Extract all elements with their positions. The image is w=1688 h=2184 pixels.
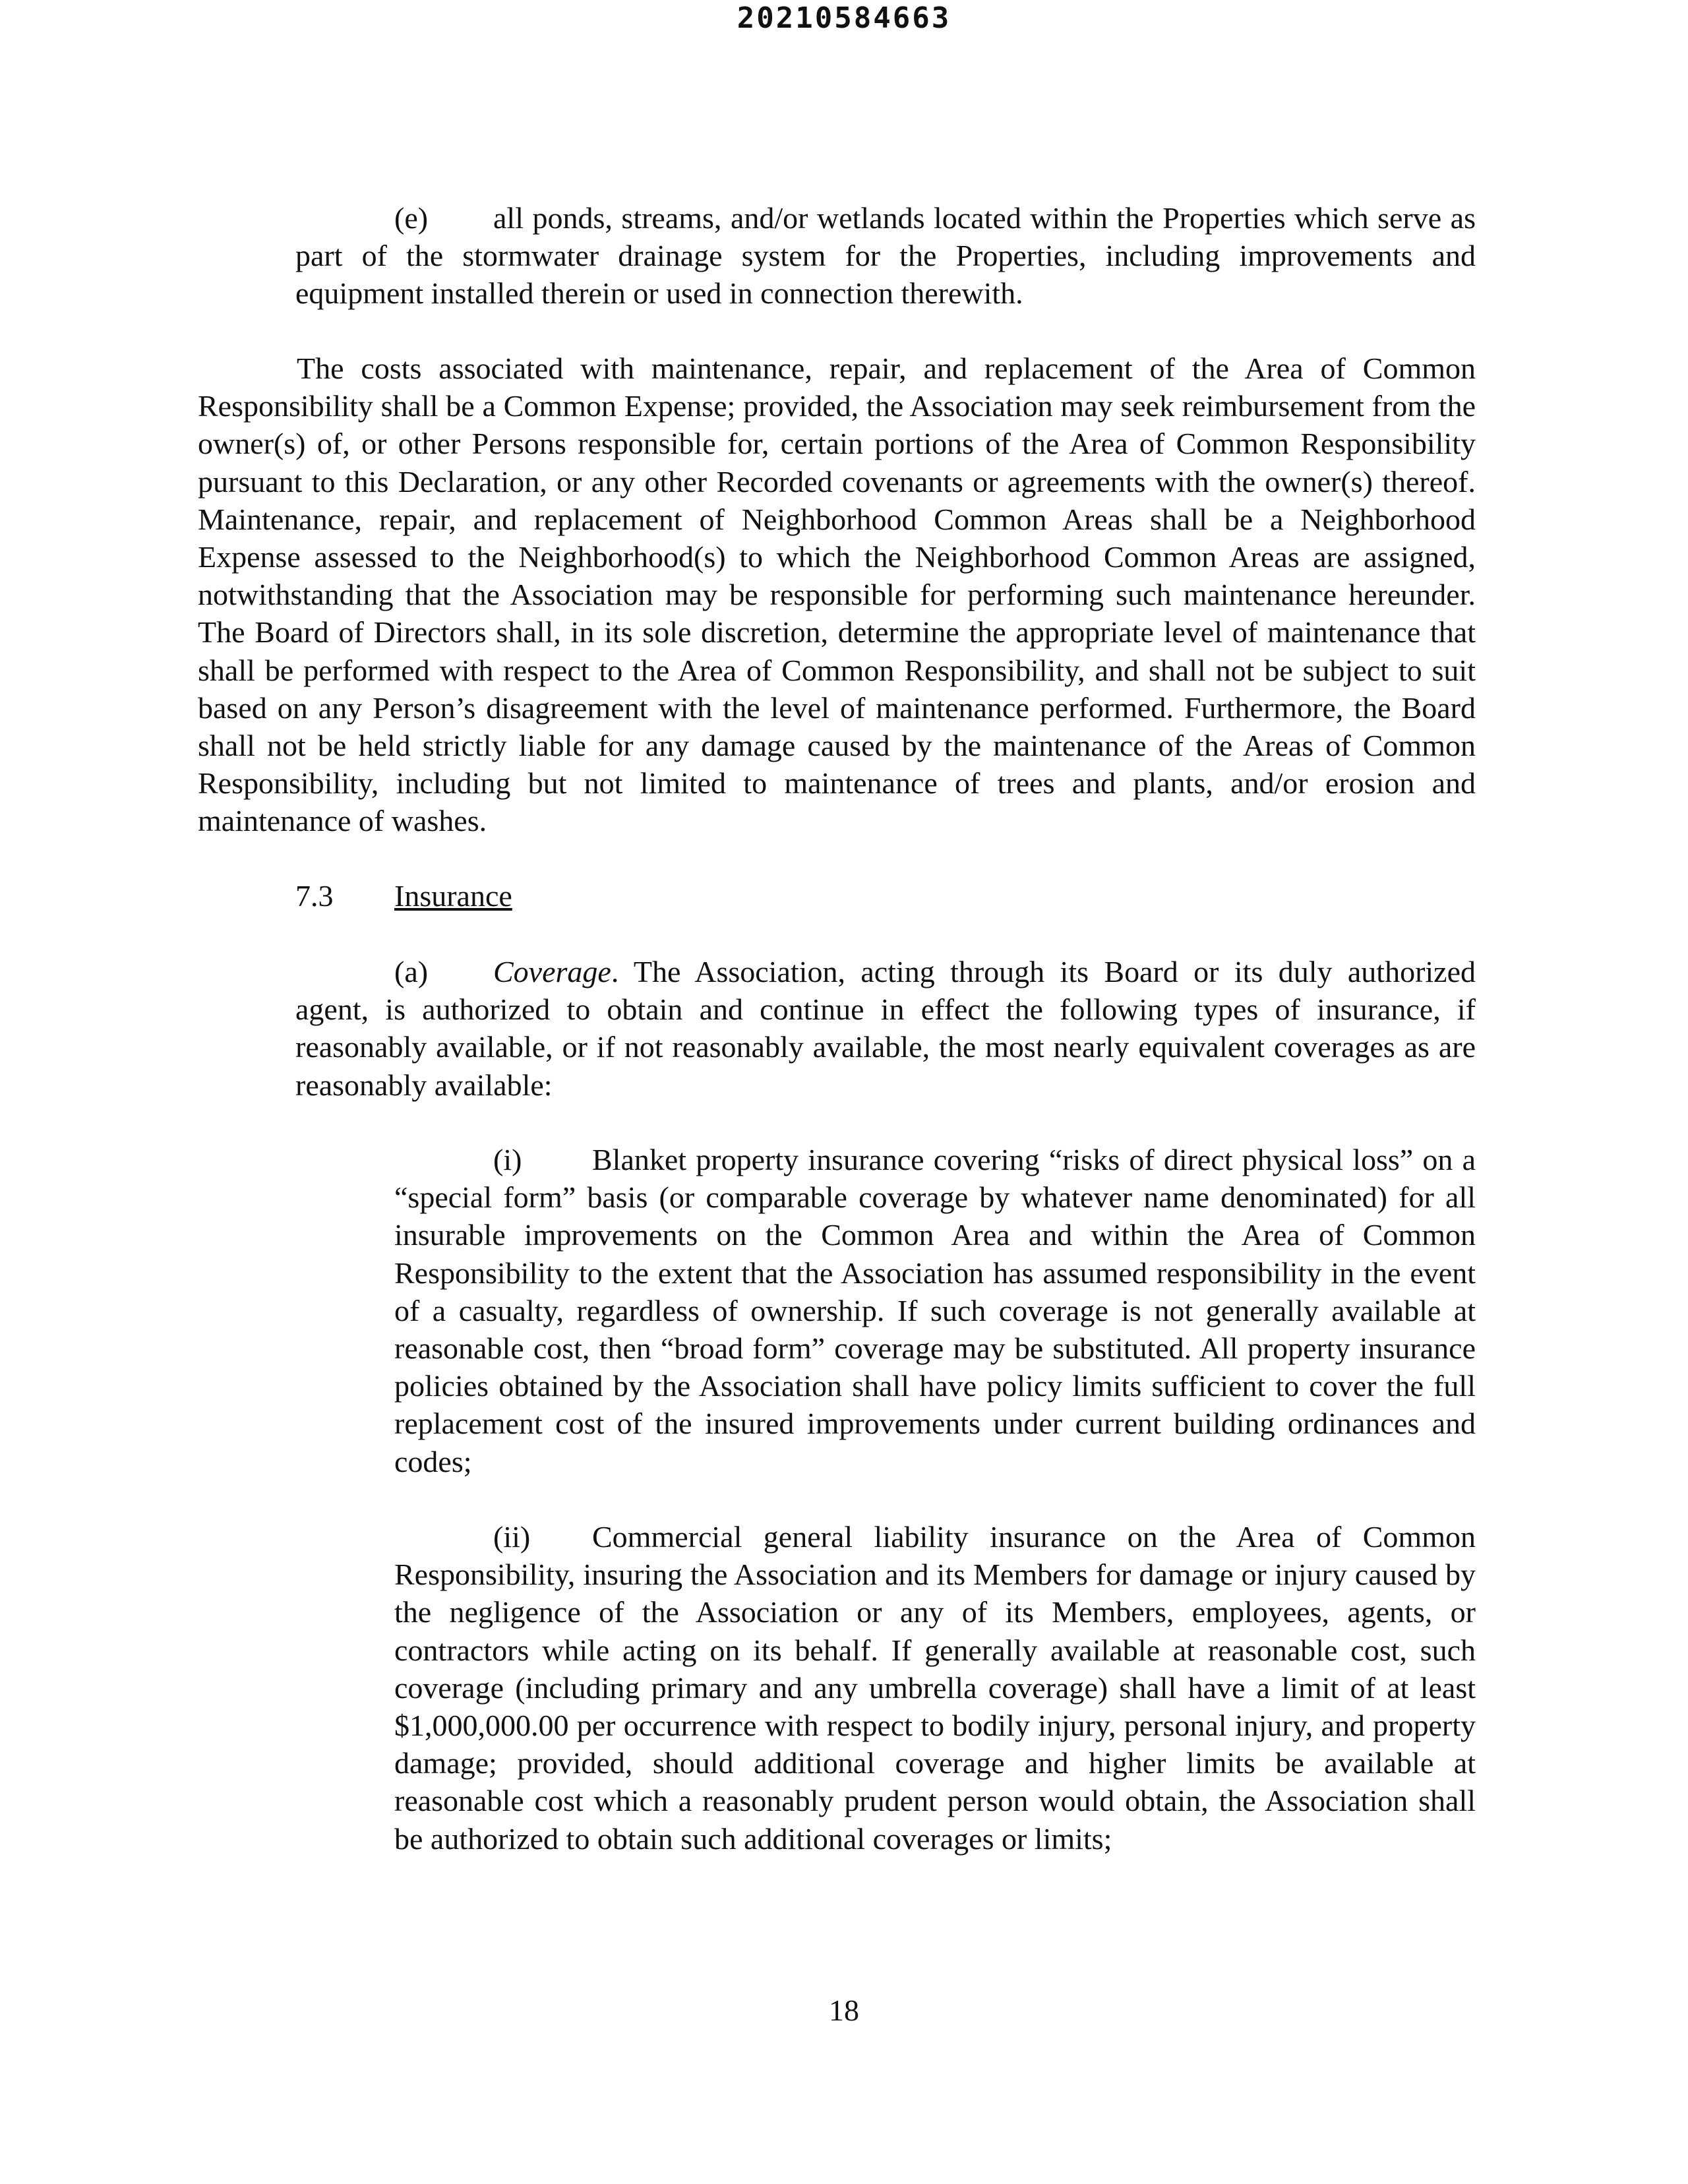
section-title: Insurance (394, 879, 512, 913)
paragraph-i-label: (i) (493, 1143, 522, 1176)
paragraph-a-title: Coverage (493, 955, 611, 988)
paragraph-i-text: Blanket property insurance covering “risks of direct physical loss” on a “special form” basis (or comparable coverage by whatever name denominated) for all insurable improvements on the Common Area and within the Area of Common Responsibility to the extent that the Association has assumed responsibility in the event of a casualty, regardless of ownership. If such coverage is not generally available at reasonable cost, then “broad form” coverage may be substituted. All property insurance policies obtained by the Association shall have policy limits sufficient to cover the full replacement cost of the insured improvements under current building ordinances and codes; (394, 1143, 1476, 1478)
section-number: 7.3 (295, 879, 334, 913)
paragraph-ii (394, 1518, 1476, 1858)
paragraph-a-label: (a) (394, 955, 429, 988)
paragraph-e-label: (e) (394, 201, 429, 235)
paragraph-ii-text: Commercial general liability insurance on the Area of Common Responsibility, insuring the Association and its Members for damage or injury caused by the negligence of the Association or any of its Members, employees, agents, or contractors while acting on its behalf. If generally available at reasonable cost, such coverage (including primary and any umbrella coverage) shall have a limit of at least $1,000,000.00 per occurrence with respect to bodily injury, personal injury, and property damage; provided, should additional coverage and higher limits be available at reasonable cost which a reasonably prudent person would obtain, the Association shall be authorized to obtain such additional coverages or limits; (394, 1520, 1476, 1856)
section-heading (295, 877, 1476, 915)
page-number: 18 (829, 1993, 859, 2027)
paragraph-e (295, 199, 1476, 313)
paragraph-i (394, 1141, 1476, 1480)
paragraph-ii-label: (ii) (493, 1520, 531, 1554)
paragraph-e-text: all ponds, streams, and/or wetlands located within the Properties which serve as part of the stormwater drainage system for the Properties, including improvements and equipment installed therein or used in connection therewith. (295, 201, 1476, 311)
paragraph-a-text: . The Association, acting through its Board or its duly authorized agent, is authorized to obtain and continue in effect the following types of insurance, if reasonably available, or if not reasonably available, the most nearly equivalent coverages as are reasonably available: (295, 955, 1476, 1102)
paragraph-a (295, 953, 1476, 1104)
document-number: 20210584663 (737, 1, 951, 35)
paragraph-costs-text: The costs associated with maintenance, repair, and replacement of the Area of Common Responsibility shall be a Common Expense; provided, the Association may seek reimbursement from the owner(s) of, or other Persons responsible for, certain portions of the Area of Common Responsibility pursuant to this Declaration, or any other Recorded covenants or agreements with the owner(s) thereof. Maintenance, repair, and replacement of Neighborhood Common Areas shall be a Neighborhood Expense assessed to the Neighborhood(s) to which the Neighborhood Common Areas are assigned, notwithstanding that the Association may be responsible for performing such maintenance hereunder. The Board of Directors shall, in its sole discretion, determine the appropriate level of maintenance that shall be performed with respect to the Area of Common Responsibility, and shall not be subject to suit based on any Person’s disagreement with the level of maintenance performed. Furthermore, the Board shall not be held strictly liable for any damage caused by the maintenance of the Areas of Common Responsibility, including but not limited to maintenance of trees and plants, and/or erosion and maintenance of washes. (198, 351, 1476, 838)
paragraph-costs (198, 349, 1476, 840)
